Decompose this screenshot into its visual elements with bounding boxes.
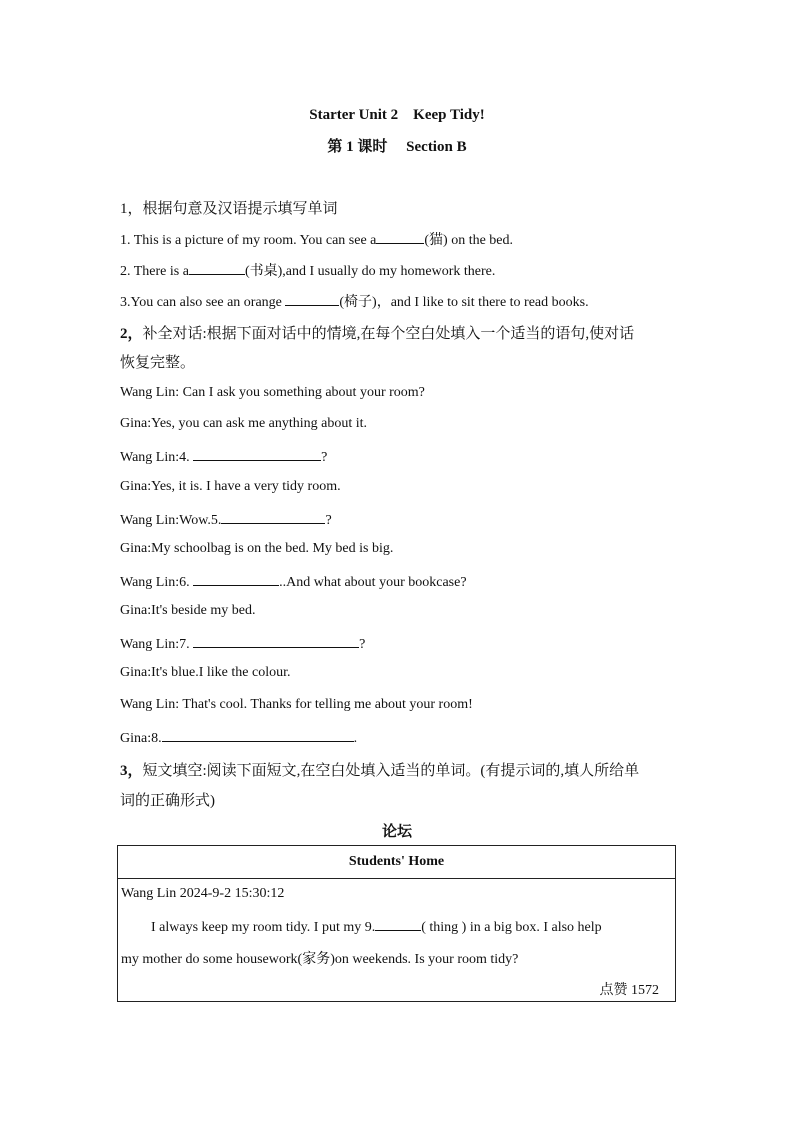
dialogue-text: ? xyxy=(325,513,332,528)
part1-item-3 xyxy=(120,291,589,311)
dialogue-line: Gina:It's beside my bed. xyxy=(120,603,256,618)
like-count: 点赞 1572 xyxy=(599,983,659,998)
part3-heading xyxy=(120,759,639,780)
post-line: my mother do some housework(家务)on weekends. Is your room tidy? xyxy=(121,952,519,967)
post-meta: Wang Lin 2024-9-2 15:30:12 xyxy=(121,886,285,901)
dialogue-line xyxy=(120,572,467,591)
part2-heading-cont: 恢复完整。 xyxy=(120,355,196,371)
part3-heading-cont: 词的正确形式) xyxy=(120,793,215,809)
dialogue-line xyxy=(120,728,357,747)
answer-blank[interactable] xyxy=(189,261,245,275)
dialogue-line: Wang Lin: Can I ask you something about your room? xyxy=(120,385,425,400)
part1-heading: 1，根据句意及汉语提示填写单词 xyxy=(120,201,338,217)
answer-blank[interactable] xyxy=(221,510,325,524)
part2-heading xyxy=(120,322,634,343)
heading-text: 补全对话:根据下面对话中的情境,在每个空白处填入一个适当的语句,使对话 xyxy=(142,326,635,342)
answer-blank[interactable] xyxy=(162,728,354,742)
answer-blank[interactable] xyxy=(376,230,424,244)
heading-text: 短文填空:阅读下面短文,在空白处填入适当的单词。(有提示词的,填人所给单 xyxy=(142,763,640,779)
part1-item-2 xyxy=(120,260,495,280)
item-text: (椅子)，and I like to sit there to read books. xyxy=(339,295,589,310)
item-text: 2. There is a xyxy=(120,264,189,279)
heading-number: 2， xyxy=(120,326,143,342)
dialogue-line xyxy=(120,634,365,653)
answer-blank[interactable] xyxy=(285,292,339,306)
dialogue-text: Wang Lin:Wow.5. xyxy=(120,513,222,528)
post-text: I always keep my room tidy. I put my 9. xyxy=(151,920,376,935)
post-line xyxy=(151,917,602,936)
part1-item-1 xyxy=(120,229,513,249)
answer-blank[interactable] xyxy=(193,447,321,461)
dialogue-text: Wang Lin:7. xyxy=(120,637,194,652)
dialogue-text: ? xyxy=(359,637,366,652)
page-title: Starter Unit 2 Keep Tidy! xyxy=(309,107,485,123)
dialogue-line: Gina:It's blue.I like the colour. xyxy=(120,665,291,680)
forum-post-table xyxy=(117,845,676,1002)
page-subtitle: 第 1 课时 Section B xyxy=(327,139,467,155)
answer-blank[interactable] xyxy=(193,634,359,648)
answer-blank[interactable] xyxy=(375,917,421,931)
answer-blank[interactable] xyxy=(193,572,279,586)
dialogue-line: Gina:Yes, it is. I have a very tidy room. xyxy=(120,479,341,494)
table-header: Students' Home xyxy=(118,846,675,879)
item-text: (书桌),and I usually do my homework there. xyxy=(244,264,496,279)
dialogue-line: Gina:My schoolbag is on the bed. My bed is big. xyxy=(120,541,394,556)
dialogue-line xyxy=(120,447,327,466)
dialogue-line xyxy=(120,510,332,529)
dialogue-text: . xyxy=(353,731,358,746)
item-text: 3.You can also see an orange xyxy=(120,295,286,310)
dialogue-line: Gina:Yes, you can ask me anything about it. xyxy=(120,416,368,431)
dialogue-line: Wang Lin: That's cool. Thanks for telling me about your room! xyxy=(120,697,473,712)
post-text: ( thing ) in a big box. I also help xyxy=(421,920,602,935)
item-text: (猫) on the bed. xyxy=(424,233,514,248)
dialogue-text: ? xyxy=(321,450,328,465)
dialogue-text: Wang Lin:4. xyxy=(120,450,194,465)
dialogue-text: ..And what about your bookcase? xyxy=(279,575,467,590)
forum-title: 论坛 xyxy=(381,824,412,840)
dialogue-text: Wang Lin:6. xyxy=(120,575,194,590)
heading-number: 3， xyxy=(120,763,143,779)
item-text: 1. This is a picture of my room. You can see a xyxy=(120,233,377,248)
dialogue-text: Gina:8. xyxy=(120,731,162,746)
